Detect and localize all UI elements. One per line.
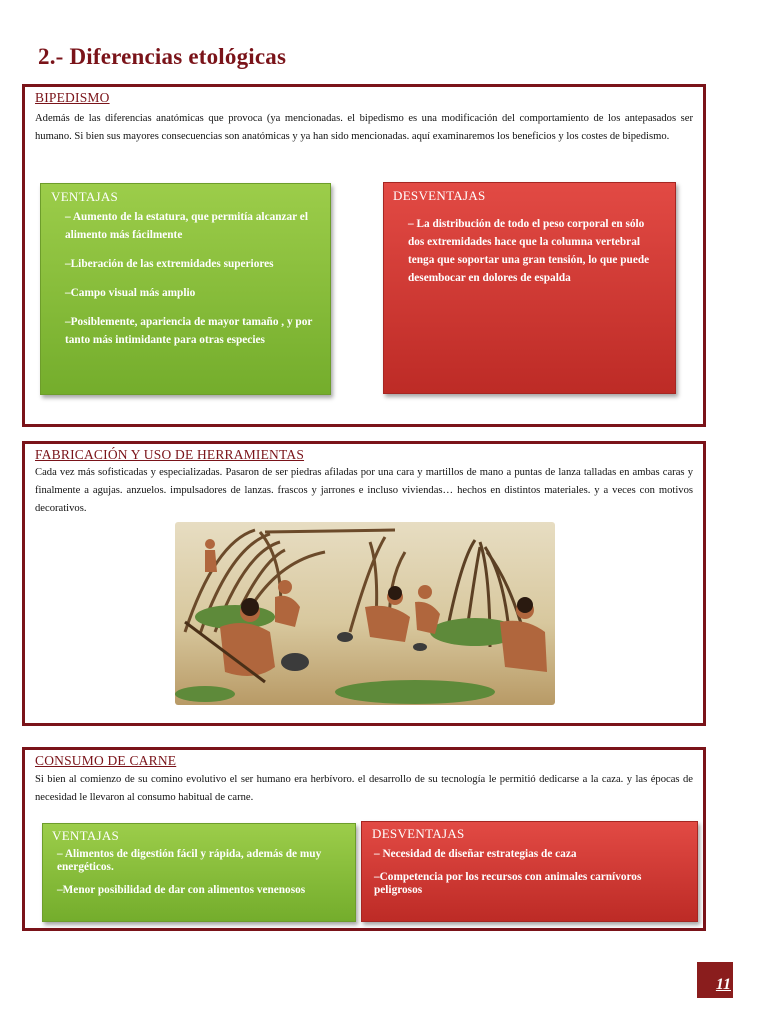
- section-heading-carne: CONSUMO DE CARNE: [35, 753, 177, 768]
- section-heading-herramientas: FABRICACIÓN Y USO DE HERRAMIENTAS: [35, 447, 305, 462]
- section-bipedismo: [22, 84, 706, 427]
- list-item: –Posiblemente, apariencia de mayor tamaño , y por tanto más intimidante para otras especies: [65, 316, 313, 346]
- desventajas-list: [408, 215, 658, 298]
- desventajas-list: [374, 848, 674, 897]
- list-item: – Necesidad de diseñar estrategias de caza: [374, 848, 577, 860]
- ventajas-list: [57, 848, 349, 897]
- hominids-building-shelters-illustration: [175, 522, 555, 705]
- ventajas-list: [51, 208, 313, 360]
- list-item: –Competencia por los recursos con animales carnívoros peligrosos: [374, 871, 642, 896]
- ventajas-box: [42, 823, 356, 922]
- desventajas-box: [361, 821, 698, 922]
- section-text-herramientas: Cada vez más sofisticadas y especializadas. Pasaron de ser piedras afiladas por una cara y martillos de mano a puntas de lanza talladas en ambas caras y finalmente a agujas. anzuelos. impulsadores de lanzas. frascos y jarrones e incluso viviendas… hechos en distintos materiales. y a veces con motivos decorativos.: [35, 467, 693, 514]
- section-text-carne: Si bien al comienzo de su comino evolutivo el ser humano era herbívoro. el desarrollo de su tecnología le permitió dedicarse a la caza. y las épocas de necesidad le llevaron al consumo habitual de carne.: [35, 774, 693, 803]
- desventajas-title: DESVENTAJAS: [372, 826, 465, 841]
- list-item: –Liberación de las extremidades superiores: [65, 258, 274, 270]
- list-item: –Menor posibilidad de dar con alimentos venenosos: [57, 884, 306, 896]
- desventajas-title: DESVENTAJAS: [393, 188, 486, 203]
- section-text-bipedismo: Además de las diferencias anatómicas que provoca (ya mencionadas. el bipedismo es una modificación del comportamiento de los antepasados ser humano. Si bien sus mayores consecuencias son anatómicas y ya han sido mencionadas. aquí examinaremos los beneficios y los costes de bipedismo.: [35, 113, 693, 142]
- page-title: 2.- Diferencias etológicas: [38, 44, 287, 69]
- list-item: – Alimentos de digestión fácil y rápida, además de muy energéticos.: [57, 848, 322, 873]
- page-number: [697, 962, 733, 998]
- list-item: – Aumento de la estatura, que permitía alcanzar el alimento más fácilmente: [65, 211, 308, 241]
- ventajas-box: [40, 183, 331, 395]
- prehistoric-scene-image: [175, 522, 555, 705]
- list-item: – La distribución de todo el peso corporal en sólo dos extremidades hace que la columna vertebral tenga que soportar una gran tensión, lo que puede desembocar en dolores de espalda: [408, 218, 650, 284]
- list-item: –Campo visual más amplio: [65, 287, 196, 299]
- ventajas-title: VENTAJAS: [51, 189, 119, 204]
- ventajas-title: VENTAJAS: [52, 828, 120, 843]
- section-carne: [22, 747, 706, 931]
- page-number-label: 11: [715, 976, 731, 993]
- section-heading-bipedismo: BIPEDISMO: [35, 90, 110, 105]
- desventajas-box: [383, 182, 676, 394]
